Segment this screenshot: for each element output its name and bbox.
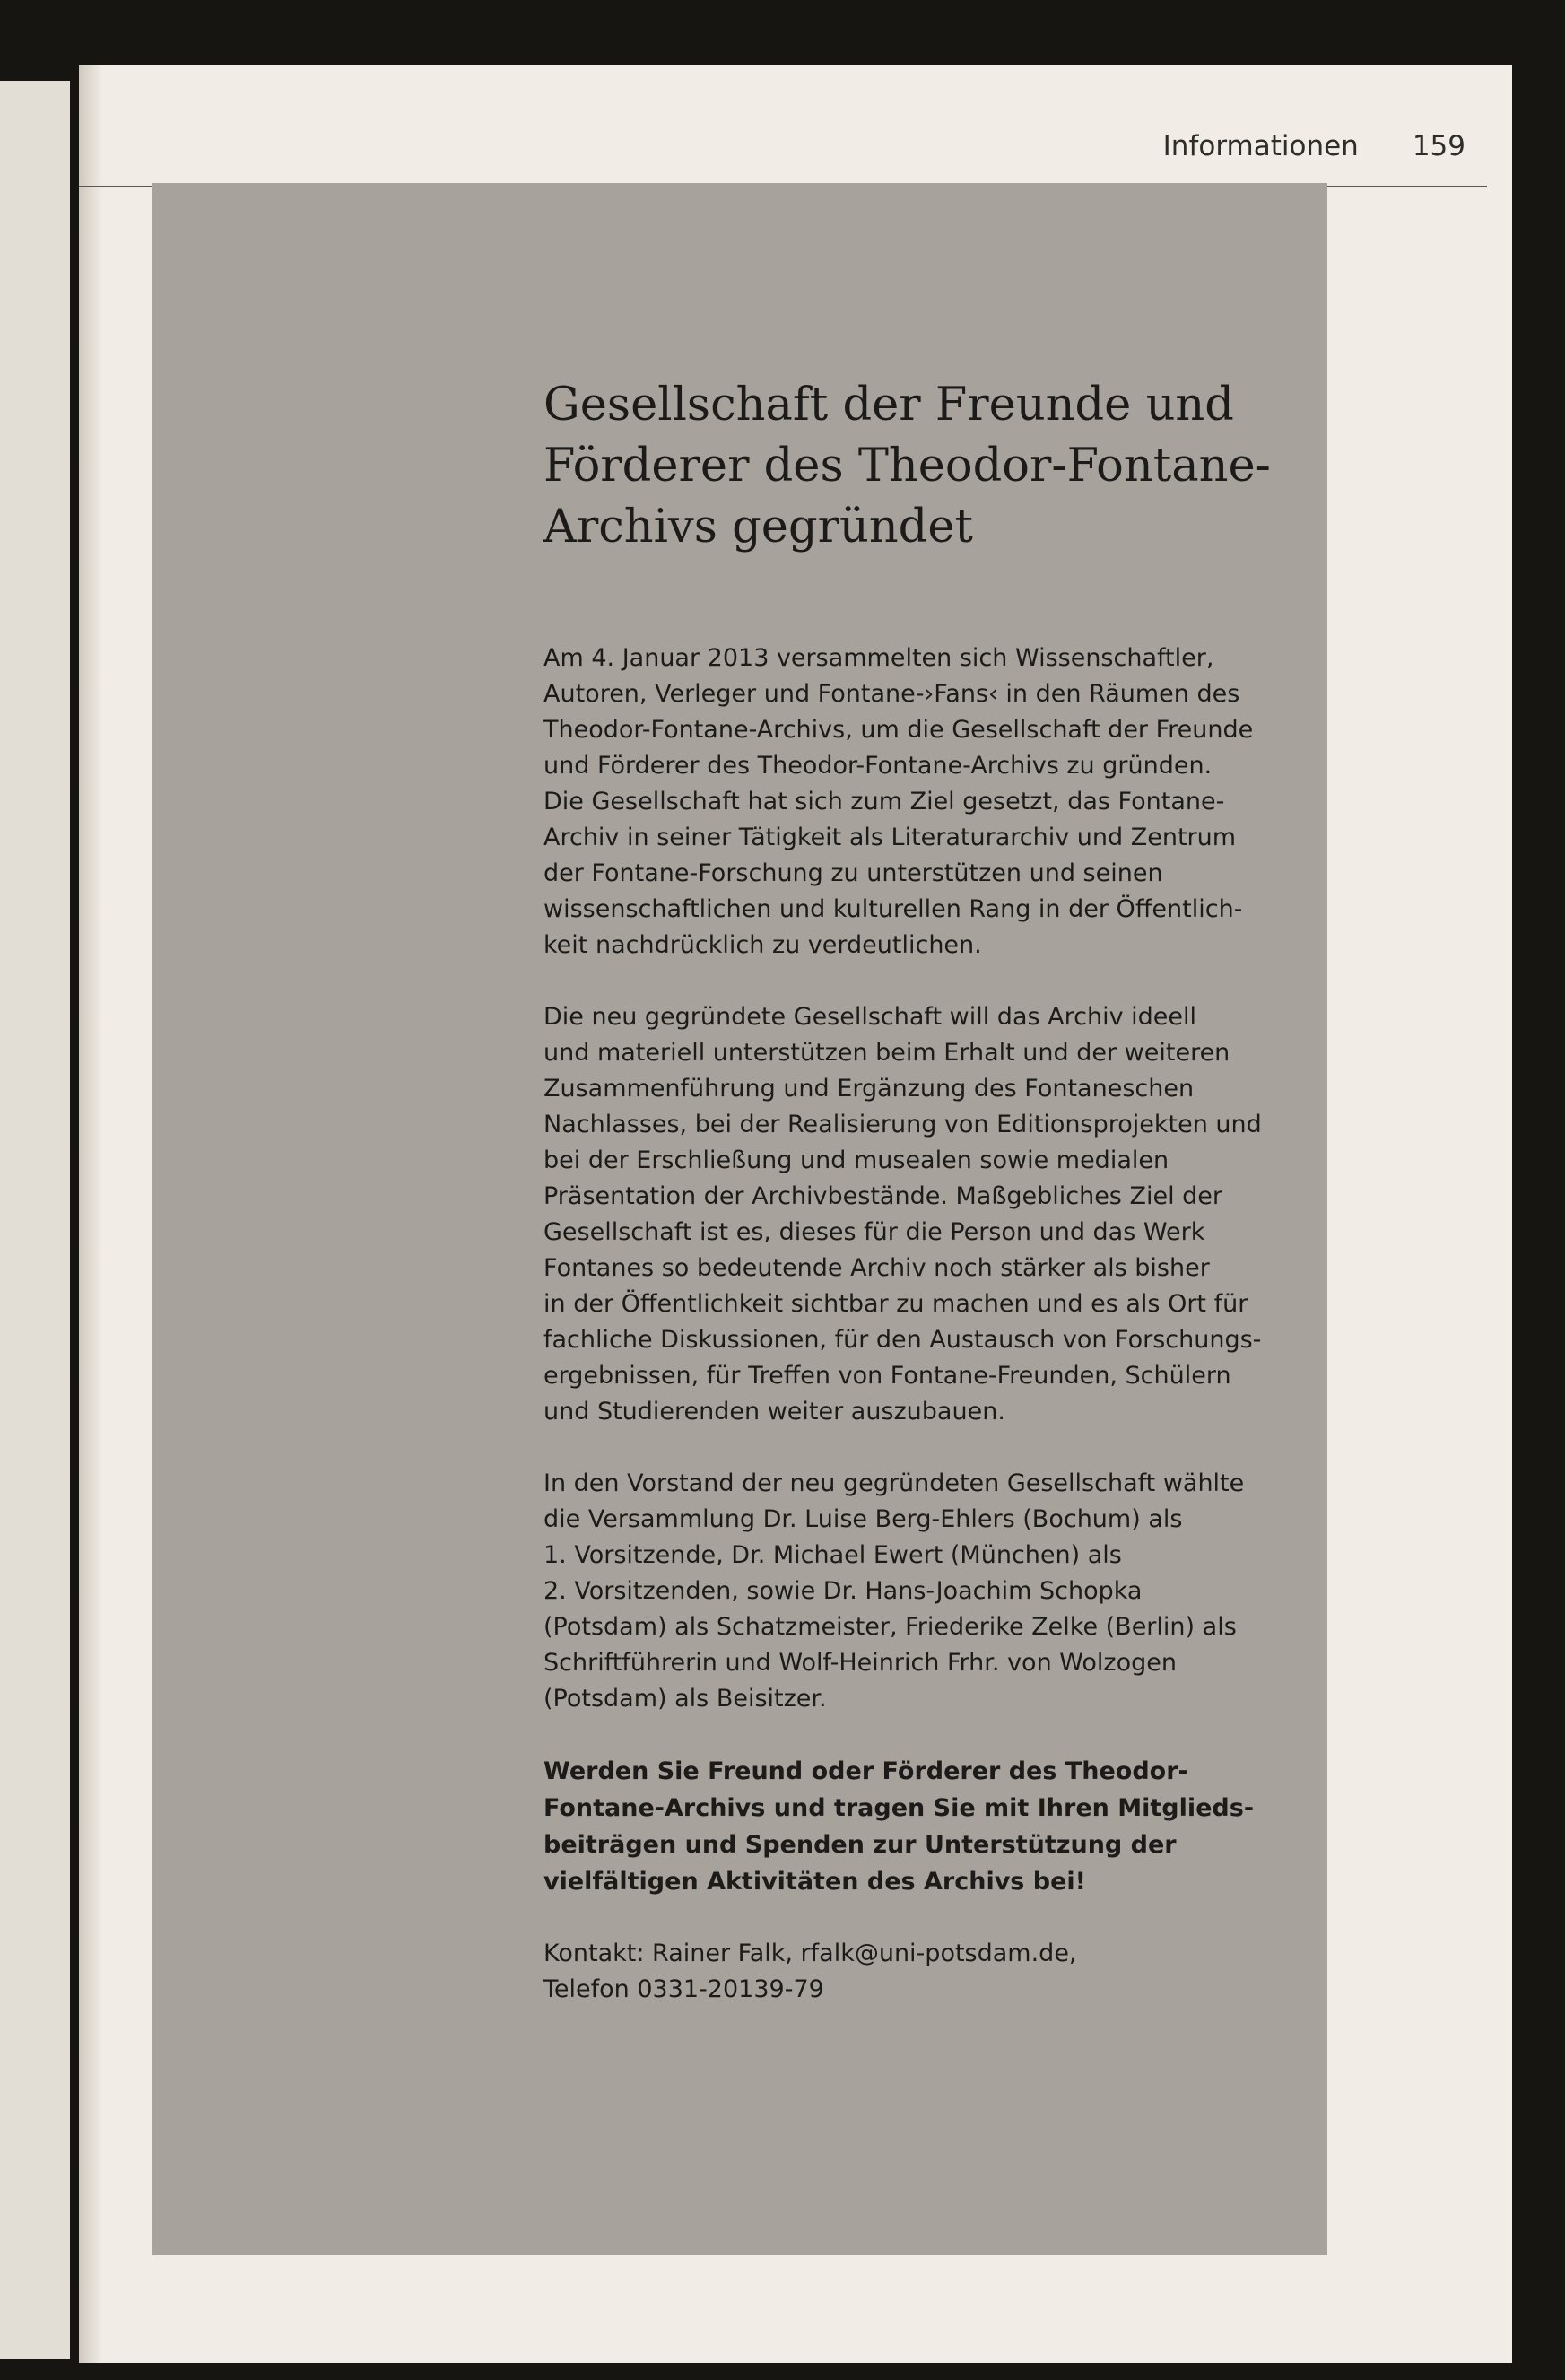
text-line: Archiv in seiner Tätigkeit als Literaturarchiv und Zentrum: [543, 824, 1237, 851]
title-line: Förderer des Theodor-Fontane-: [543, 440, 1271, 493]
previous-page-edge: [0, 81, 70, 2359]
text-line: Kontakt: Rainer Falk, rfalk@uni-potsdam.de,: [543, 1940, 1077, 1967]
text-line: (Potsdam) als Beisitzer.: [543, 1685, 827, 1713]
text-line: Autoren, Verleger und Fontane-›Fans‹ in den Räumen des: [543, 680, 1240, 708]
text-line: Telefon 0331-20139-79: [543, 1975, 824, 2003]
text-line: fachliche Diskussionen, für den Austausch von Forschungs-: [543, 1326, 1262, 1354]
text-line: in der Öffentlichkeit sichtbar zu machen und es als Ort für: [543, 1290, 1248, 1318]
paragraph-founding: [543, 641, 1333, 963]
text-line: bei der Erschließung und musealen sowie medialen: [543, 1146, 1169, 1174]
text-line: keit nachdrücklich zu verdeutlichen.: [543, 931, 982, 959]
text-line: Theodor-Fontane-Archivs, um die Gesellschaft der Freunde: [543, 716, 1254, 744]
text-line: Gesellschaft ist es, dieses für die Person und das Werk: [543, 1218, 1205, 1246]
title-line: Gesellschaft der Freunde und: [543, 379, 1234, 432]
text-line: Nachlasses, bei der Realisierung von Editionsprojekten und: [543, 1111, 1262, 1138]
text-line: Präsentation der Archivbestände. Maßgebliches Ziel der: [543, 1182, 1223, 1210]
text-line: ergebnissen, für Treffen von Fontane-Freunden, Schülern: [543, 1362, 1231, 1390]
text-line: Am 4. Januar 2013 versammelten sich Wissenschaftler,: [543, 644, 1214, 672]
text-line: und materiell unterstützen beim Erhalt und der weiteren: [543, 1039, 1230, 1067]
text-line: der Fontane-Forschung zu unterstützen und seinen: [543, 859, 1163, 887]
text-line: die Versammlung Dr. Luise Berg-Ehlers (Bochum) als: [543, 1505, 1183, 1533]
text-line: vielfältigen Aktivitäten des Archivs bei!: [543, 1868, 1086, 1896]
text-line: wissenschaftlichen und kulturellen Rang in der Öffentlich-: [543, 895, 1243, 923]
text-line: In den Vorstand der neu gegründeten Gesellschaft wählte: [543, 1469, 1245, 1497]
title-line: Archivs gegründet: [543, 501, 973, 554]
running-header: [1163, 130, 1465, 162]
paragraph-goals: [543, 999, 1333, 1430]
paragraph-board: [543, 1466, 1333, 1717]
text-line: und Studierenden weiter auszubauen.: [543, 1398, 1005, 1425]
text-line: 2. Vorsitzenden, sowie Dr. Hans-Joachim Schopka: [543, 1577, 1143, 1605]
text-line: beiträgen und Spenden zur Unterstützung der: [543, 1831, 1177, 1859]
text-line: 1. Vorsitzende, Dr. Michael Ewert (München) als: [543, 1541, 1122, 1569]
text-line: Zusammenführung und Ergänzung des Fontaneschen: [543, 1075, 1195, 1103]
text-line: Die Gesellschaft hat sich zum Ziel gesetzt, das Fontane-: [543, 788, 1225, 815]
text-line: Werden Sie Freund oder Förderer des Theodor-: [543, 1757, 1188, 1785]
announcement-content: [543, 375, 1333, 2008]
page-gutter-shadow: [79, 65, 102, 2363]
running-header-section: Informationen: [1162, 130, 1359, 162]
article-title: [543, 375, 1333, 558]
text-line: Fontanes so bedeutende Archiv noch stärker als bisher: [543, 1254, 1210, 1282]
page-number: 159: [1412, 130, 1465, 162]
book-page: [79, 65, 1512, 2363]
text-line: Schriftführerin und Wolf-Heinrich Frhr. von Wolzogen: [543, 1649, 1177, 1677]
text-line: und Förderer des Theodor-Fontane-Archivs zu gründen.: [543, 752, 1213, 780]
text-line: (Potsdam) als Schatzmeister, Friederike Zelke (Berlin) als: [543, 1613, 1237, 1641]
call-to-action: [543, 1753, 1333, 1900]
contact-info: [543, 1936, 1333, 2008]
text-line: Fontane-Archivs und tragen Sie mit Ihren Mitglieds-: [543, 1794, 1255, 1822]
text-line: Die neu gegründete Gesellschaft will das Archiv ideell: [543, 1003, 1196, 1031]
